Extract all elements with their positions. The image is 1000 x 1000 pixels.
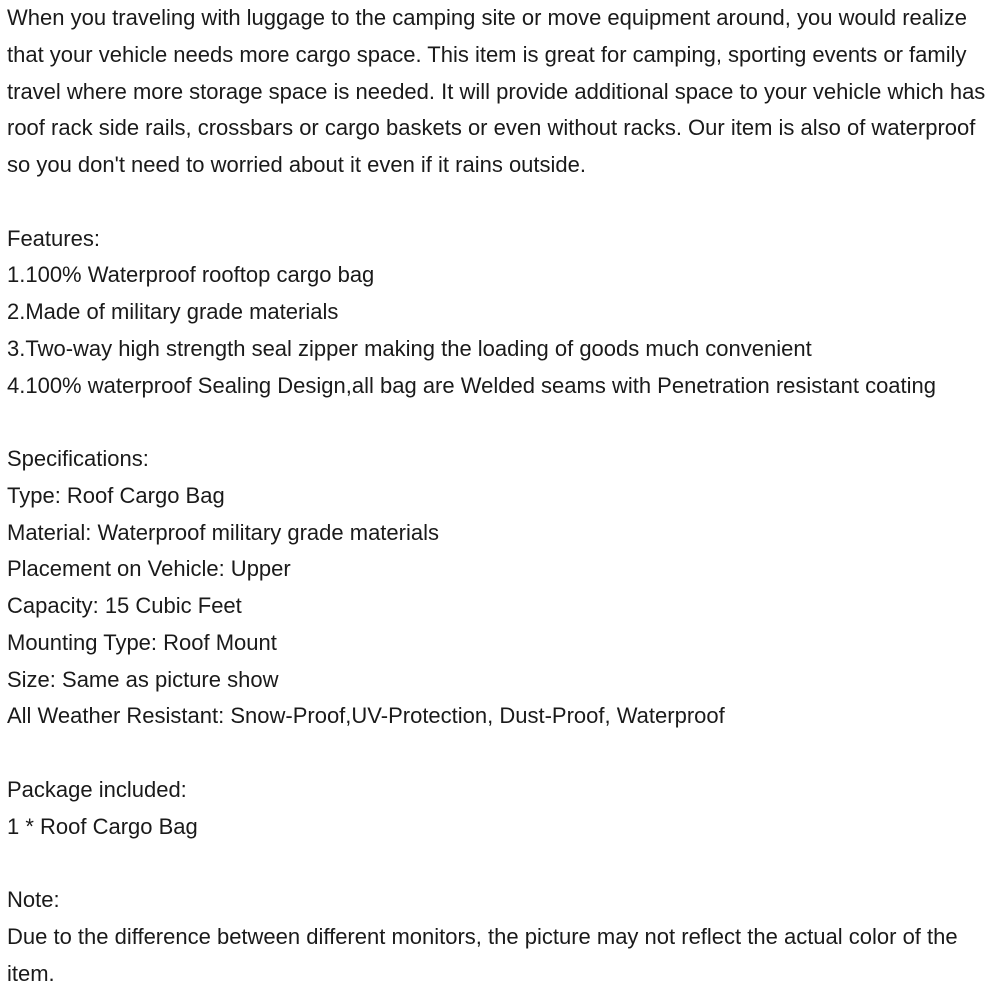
note-section	[7, 882, 1000, 992]
description-line: roof rack side rails, crossbars or cargo baskets or even without racks. Our item is also of waterproof	[7, 115, 976, 141]
description-line: travel where more storage space is needed. It will provide additional space to your vehicle which has	[7, 78, 986, 104]
description-line: that your vehicle needs more cargo space. This item is great for camping, sporting events or family	[7, 41, 967, 67]
spec-item: Material: Waterproof military grade materials	[7, 519, 439, 545]
package-section	[7, 772, 1000, 846]
description-line: so you don't need to worried about it even if it rains outside.	[7, 152, 586, 177]
feature-item: 3.Two-way high strength seal zipper making the loading of goods much convenient	[7, 335, 812, 361]
feature-item: 1.100% Waterproof rooftop cargo bag	[7, 262, 375, 288]
spec-item: Mounting Type: Roof Mount	[7, 629, 277, 655]
spec-item: Capacity: 15 Cubic Feet	[7, 593, 242, 618]
note-line: Due to the difference between different monitors, the picture may not reflect the actual color of the	[7, 923, 958, 949]
note-heading: Note:	[7, 887, 60, 912]
spec-item: All Weather Resistant: Snow-Proof,UV-Protection, Dust-Proof, Waterproof	[7, 703, 725, 729]
spec-item: Size: Same as picture show	[7, 666, 279, 692]
feature-item: 2.Made of military grade materials	[7, 299, 339, 324]
note-line: item.	[7, 960, 55, 986]
spec-item: Type: Roof Cargo Bag	[7, 482, 225, 508]
package-heading: Package included:	[7, 776, 187, 802]
specifications-heading: Specifications:	[7, 446, 149, 471]
description-line: When you traveling with luggage to the camping site or move equipment around, you would realize	[7, 5, 967, 30]
feature-item: 4.100% waterproof Sealing Design,all bag are Welded seams with Penetration resistant coating	[7, 372, 937, 398]
features-heading: Features:	[7, 225, 100, 251]
package-item: 1 * Roof Cargo Bag	[7, 813, 198, 839]
specifications-section	[7, 441, 1000, 735]
spec-item: Placement on Vehicle: Upper	[7, 556, 291, 582]
features-section	[7, 221, 1000, 405]
description-paragraph	[7, 0, 1000, 184]
